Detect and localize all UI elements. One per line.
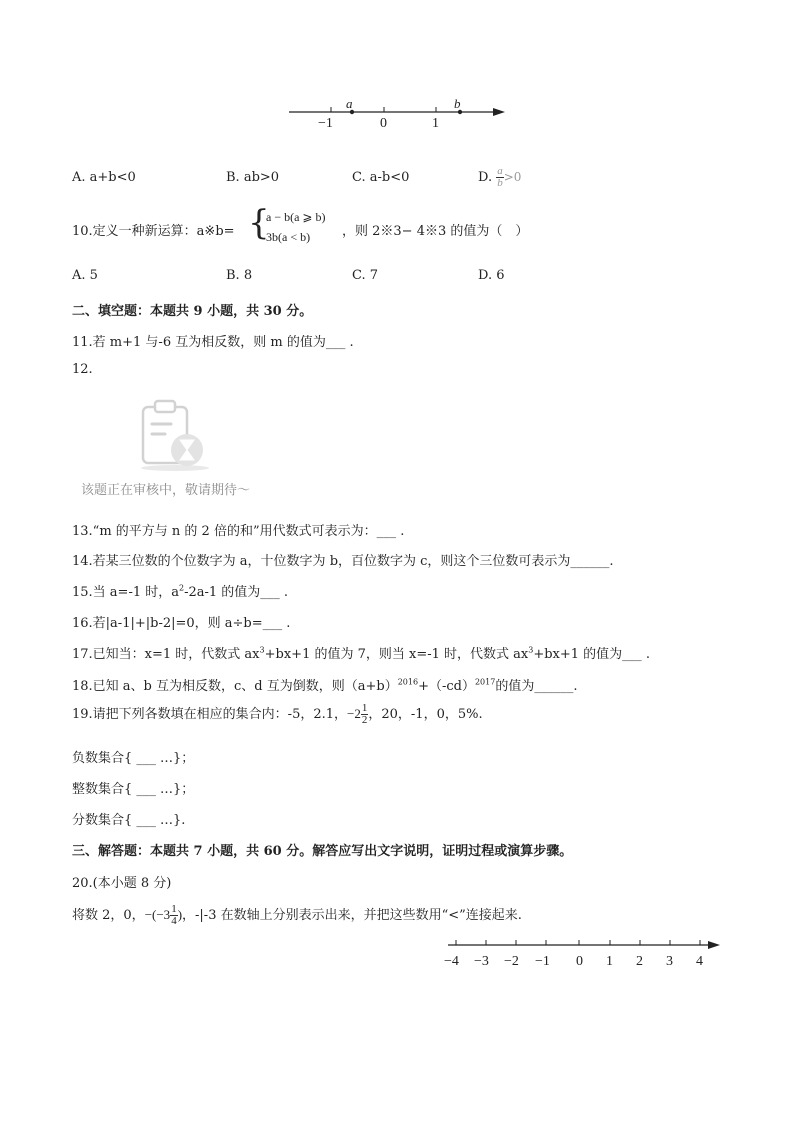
q17-exponent-1: 3 (259, 645, 265, 655)
q17-part-1: 17.已知当：x=1 时，代数式 ax (72, 647, 260, 662)
axis-arrow-icon (708, 941, 720, 949)
fraction-denominator: 4 (171, 915, 177, 927)
q15-pre: 15.当 a=-1 时，a (72, 585, 179, 600)
axis-arrow-icon (493, 108, 505, 116)
q9-option-d-prefix: D. (478, 170, 493, 185)
q9-option-a: A. a+b<0 (72, 170, 136, 185)
tick-label: 4 (696, 954, 703, 969)
cases-brace: { (248, 203, 270, 243)
q20-post: ，-|-3 在数轴上分别表示出来，并把这些数用“<”连接起来. (182, 908, 522, 923)
q17-part-2: +bx+1 的值为 7，则当 x=-1 时，代数式 ax (264, 647, 529, 662)
q20-expr-pre: −(−3 (144, 907, 171, 922)
q19-set-negative: 负数集合{ ___ …}； (72, 751, 195, 766)
q18-exponent-2: 2017 (474, 677, 496, 687)
q14-text: 14.若某三位数的个位数字为 a，十位数字为 b，百位数字为 c，则这个三位数可表示为______. (72, 554, 614, 569)
q19-mixed-whole: −2 (347, 706, 361, 721)
q19-post: ，20，-1，0，5%. (368, 707, 483, 722)
tick-label: −3 (474, 954, 489, 969)
q15-post: -2a-1 的值为___ . (184, 585, 289, 600)
q12-number: 12. (72, 362, 93, 377)
tick-label: −1 (318, 116, 333, 131)
q17-exponent-2: 3 (528, 645, 534, 655)
q9-option-b: B. ab>0 (226, 170, 280, 185)
q10-option-c: C. 7 (352, 268, 379, 283)
fraction-denominator: 2 (361, 714, 368, 726)
q18-text (72, 675, 577, 694)
section-3-heading: 三、解答题：本题共 7 小题，共 60 分。解答应写出文字说明，证明过程或演算步骤。 (72, 844, 573, 859)
q19-set-fraction: 分数集合{ ___ …}. (72, 813, 186, 828)
tick-label: 3 (666, 954, 673, 969)
point-a-label: a (346, 96, 353, 111)
q10-suffix: ，则 2※3− 4※3 的值为（ ） (342, 224, 529, 239)
q10-prefix: 10.定义一种新运算：a※b= (72, 224, 235, 239)
q10-option-d: D. 6 (478, 268, 505, 283)
q15-exponent: 2 (179, 583, 185, 593)
q11-text: 11.若 m+1 与-6 互为相反数，则 m 的值为___ . (72, 335, 354, 350)
q20-title: 20.(本小题 8 分) (72, 876, 172, 891)
tick-label: −1 (535, 954, 550, 969)
q10-cases (266, 207, 325, 247)
q16-text: 16.若|a-1|+|b-2|=0，则 a÷b=___ . (72, 616, 291, 631)
q20-pre: 将数 2，0， (72, 908, 145, 923)
q9-option-d-fraction (496, 166, 504, 189)
fraction-numerator: a (497, 165, 503, 177)
fraction-numerator: 1 (171, 903, 177, 915)
q9-option-c: C. a-b<0 (352, 170, 410, 185)
q20-text (72, 904, 522, 927)
review-notice: 该题正在审核中，敬请期待～ (81, 483, 251, 498)
clipboard-hourglass-icon (135, 398, 215, 474)
tick-label: 0 (576, 954, 583, 969)
q18-part-1: 18.已知 a、b 互为相反数，c、d 互为倒数，则（a+b） (72, 679, 398, 694)
tick-label: −4 (444, 954, 459, 969)
q20-expr-post: ) (177, 907, 183, 922)
q15-text (72, 581, 288, 600)
tick-label: 1 (606, 954, 613, 969)
tick-label: 2 (636, 954, 643, 969)
q20-expr-fraction (170, 904, 178, 927)
q18-exponent-1: 2016 (397, 677, 419, 687)
q9-option-d-suffix: >0 (503, 170, 522, 184)
q17-part-3: +bx+1 的值为___ . (533, 647, 650, 662)
section-2-heading: 二、填空题：本题共 9 小题，共 30 分。 (72, 304, 313, 319)
tick-label: 0 (380, 116, 387, 131)
q10-case-2: 3b(a < b) (266, 230, 311, 244)
tick-label: −2 (504, 954, 519, 969)
q19-set-integer: 整数集合{ ___ …}； (72, 782, 195, 797)
tick-label: 1 (432, 116, 439, 131)
q9-option-d (478, 166, 521, 189)
q10-option-b: B. 8 (226, 268, 253, 283)
q13-text: 13.“m 的平方与 n 的 2 倍的和”用代数式可表示为：___ . (72, 524, 405, 539)
q19-pre: 19.请把下列各数填在相应的集合内：-5，2.1， (72, 707, 348, 722)
q19-text (72, 703, 483, 726)
q17-text (72, 643, 650, 662)
q10-case-1: a − b(a ⩾ b) (266, 210, 326, 224)
point-b-label: b (454, 96, 461, 111)
q18-part-3: 的值为______. (495, 679, 578, 694)
bottom-number-line-graphic (446, 936, 726, 956)
fraction-denominator: b (497, 177, 503, 189)
q10-option-a: A. 5 (72, 268, 98, 283)
q18-part-2: +（-cd） (418, 679, 475, 694)
fraction-numerator: 1 (361, 702, 368, 714)
